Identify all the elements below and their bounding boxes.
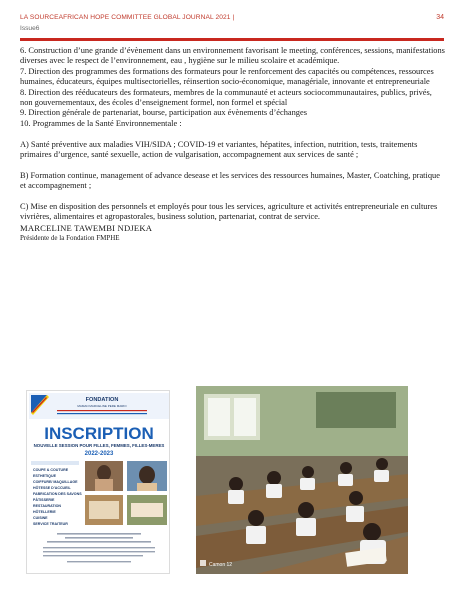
paragraph-spacer [20,192,446,202]
poster-subheadline: NOUVELLE SESSION POUR FILLES, FEMMES, FILLES-MERES [33,443,165,448]
inscription-poster [26,390,170,574]
poster-course-item: CUISINE [33,516,48,520]
camera-icon [200,560,206,566]
photo-watermark: Camon 12 [209,562,233,568]
classroom-photo-graphic [196,386,408,574]
paragraph-item-9: 9. Direction générale de partenariat, bourse, participation aux évènements d’échanges [20,108,307,118]
poster-course-item: PÂTISSERIE [33,498,55,502]
poster-course-item: HÔTELLERIE [33,510,56,514]
poster-course-item: SERVICE TRAITEUR [33,522,68,526]
poster-year: 2022-2023 [84,451,114,457]
poster-course-item: COIFFURE/ MAQUILLAGE [33,480,78,484]
paragraph-c: C) Mise en disposition des personnels et employés pour tous les services, agriculture et activités entrepreneuriale en cultures vivrières, alimentaires et agropastorales, business solution, partenariat, contrat de service. [20,202,438,222]
body-text [20,46,446,244]
header-rule [20,38,444,41]
issue-label: Issue6 [20,25,40,32]
paragraph-spacer [20,160,446,170]
poster-course-item: RESTAURATION [33,504,62,508]
page-number: 34 [436,14,444,21]
poster-graphic [27,391,170,574]
paragraph-item-6: 6. Construction d’une grande d’évènement dans un environnement favorisant le meeting, conférences, sessions, manifestations diverses avec le respect de l’environnement, eau , hygiène sur le milieu scolaire et académique. [20,46,445,66]
paragraph-item-10: 10. Programmes de la Santé Environnementale : [20,118,182,128]
page-header [20,14,444,40]
paragraph-b: B) Formation continue, management of advance desease et les services des ressources humaines, Master, Coatching, pratique et accompagnement ; [20,170,440,191]
poster-course-item: ESTHETIQUE [33,474,56,478]
paragraph-spacer [20,129,446,139]
signature-role: Présidente de la Fondation FMPHE [20,234,120,243]
poster-org: FONDATION [85,397,119,403]
poster-course-item: COUPE & COUTURE [33,468,69,472]
paragraph-item-7: 7. Direction des programmes des formations des formateurs pour le renforcement des capacités ou compétences, ressources humaines, éducateurs, équipes multisectorielles, réinsertion socio-économique, managériale, innovante et entrepreneuriale [20,66,434,87]
poster-course-item: HÔTESSE D’ACCUEIL [33,486,71,490]
poster-headline: INSCRIPTION [44,424,154,443]
journal-title: LA SOURCEAFRICAN HOPE COMMITTEE GLOBAL JOURNAL 2021 | [20,14,235,21]
paragraph-a: A) Santé préventive aux maladies VIH/SIDA ; COVID-19 et variantes, hépatites, infection, nutrition, tests, traitements primaires d’urgence, santé sexuelle, action de vulgarisation, accompagnement aux services de santé ; [20,139,418,160]
poster-course-item: FABRICATION DES SAVONS [33,492,82,496]
paragraph-item-8: 8. Direction des rééducateurs des formateurs, membres de la communauté et acteurs sociocommunautaires, publics, privés, non gouvernementaux, des écoles d’enseignement formel, non formel et spécial [20,87,432,108]
poster-org-sub: MAMAN MARCELINE PERE MARIO [77,404,127,408]
classroom-photo [196,386,408,574]
signature-name: MARCELINE TAWEMBI NDJEKA [20,222,153,233]
